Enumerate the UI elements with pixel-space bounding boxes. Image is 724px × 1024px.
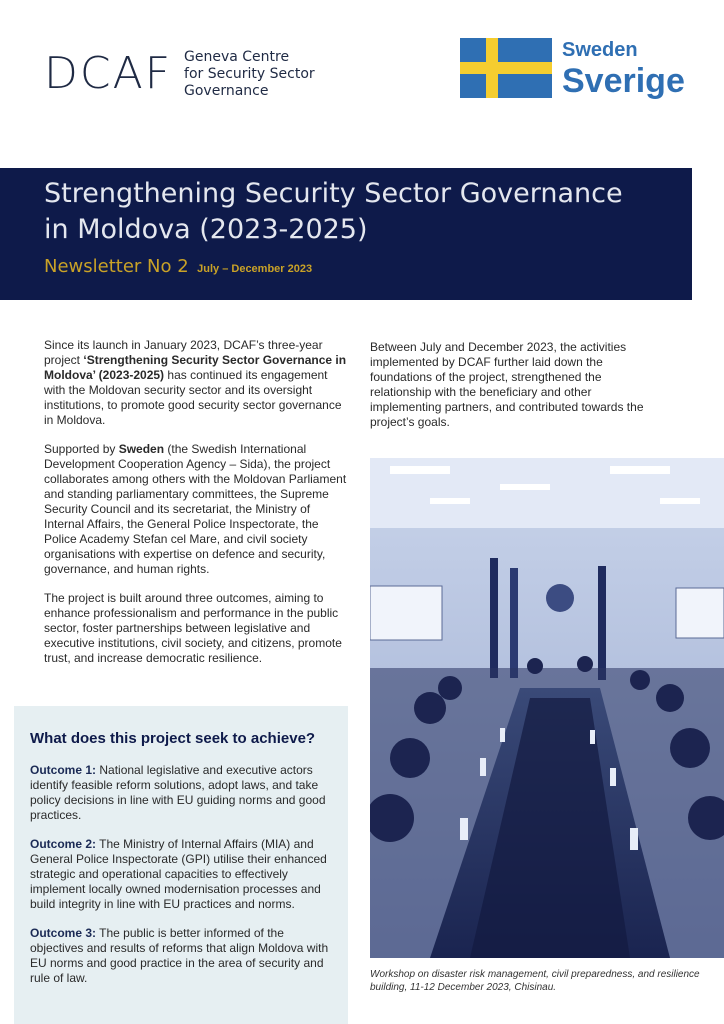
support-paragraph: Supported by Sweden (the Swedish International Development Cooperation Agency – Sida), the project collaborates among others with the Moldovan Parliament and standing parliamentary committees, the Supreme Security Council and its secretariat, the Ministry of Internal Affairs, the General Police Inspectorate, the Police Academy Stefan cel Mare, and civil society organisations with expertise on defence and security, governance, and human rights. bbox=[44, 442, 347, 576]
sweden-wordmark bbox=[562, 38, 685, 98]
donor-name: Sweden bbox=[118, 442, 165, 456]
left-column bbox=[44, 338, 350, 680]
sweden-en: Sweden bbox=[562, 39, 638, 61]
outcome-1: Outcome 1: National legislative and executive actors identify feasible reform solutions, adopt laws, and take policy decisions in line with EU guiding norms and good practices. bbox=[30, 763, 326, 822]
dcaf-line-1: Geneva Centre bbox=[184, 48, 290, 65]
title-line-2: in Moldova (2023-2025) bbox=[44, 214, 368, 245]
outcome-2: Outcome 2: The Ministry of Internal Affairs (MIA) and General Police Inspectorate (GPI) utilise their enhanced strategic and operational capacities to effectively implement locally owned modernisation processes and build integrity in line with EU practices and norms. bbox=[30, 837, 327, 911]
newsletter-title bbox=[44, 176, 692, 248]
newsletter-issue bbox=[44, 256, 692, 277]
dcaf-wordmark: DCAF bbox=[44, 48, 173, 99]
objectives-box bbox=[14, 706, 348, 1024]
workshop-photo bbox=[370, 458, 724, 958]
outcomes-paragraph: The project is built around three outcomes, aiming to enhance professionalism and performance in the public sector, foster partnerships between legislative and executive institutions, civil society, and citizens, promote trust, and increase democratic resilience. bbox=[44, 591, 342, 665]
dcaf-full-name bbox=[184, 49, 315, 100]
dcaf-line-3: Governance bbox=[184, 82, 269, 99]
intro-paragraph: Since its launch in January 2023, DCAF’s three-year project ‘Strengthening Security Sector Governance in Moldova’ (2023-2025) has continued its engagement with the Moldovan security sector and its oversight institutions, to promote good security sector governance in Moldova. bbox=[44, 338, 347, 427]
newsletter-period: July – December 2023 bbox=[197, 263, 313, 275]
dcaf-logo bbox=[44, 46, 315, 102]
title-line-1: Strengthening Security Sector Governance bbox=[44, 178, 623, 209]
sweden-logo bbox=[460, 38, 685, 98]
sweden-sv: Sverige bbox=[562, 62, 685, 100]
outcome-3: Outcome 3: The public is better informed of the objectives and results of reforms that align Moldova with EU norms and good practice in the area of security and rule of law. bbox=[30, 926, 329, 985]
dcaf-line-2: for Security Sector bbox=[184, 65, 315, 82]
project-name: ‘Strengthening Security Sector Governance in Moldova’ (2023-2025) bbox=[44, 353, 347, 382]
title-banner bbox=[0, 168, 692, 300]
photo-caption: Workshop on disaster risk management, civil preparedness, and resilience building, 11-12 December 2023, Chisinau. bbox=[370, 969, 700, 993]
activities-paragraph: Between July and December 2023, the activities implemented by DCAF further laid down the foundations of the project, strengthened the relationship with the beneficiary and other implementing partners, and contributed towards the project’s goals. bbox=[370, 340, 644, 429]
newsletter-number: Newsletter No 2 bbox=[44, 256, 189, 277]
swedish-flag-icon bbox=[460, 38, 552, 98]
right-column bbox=[370, 340, 666, 444]
objectives-heading: What does this project seek to achieve? bbox=[30, 730, 316, 747]
